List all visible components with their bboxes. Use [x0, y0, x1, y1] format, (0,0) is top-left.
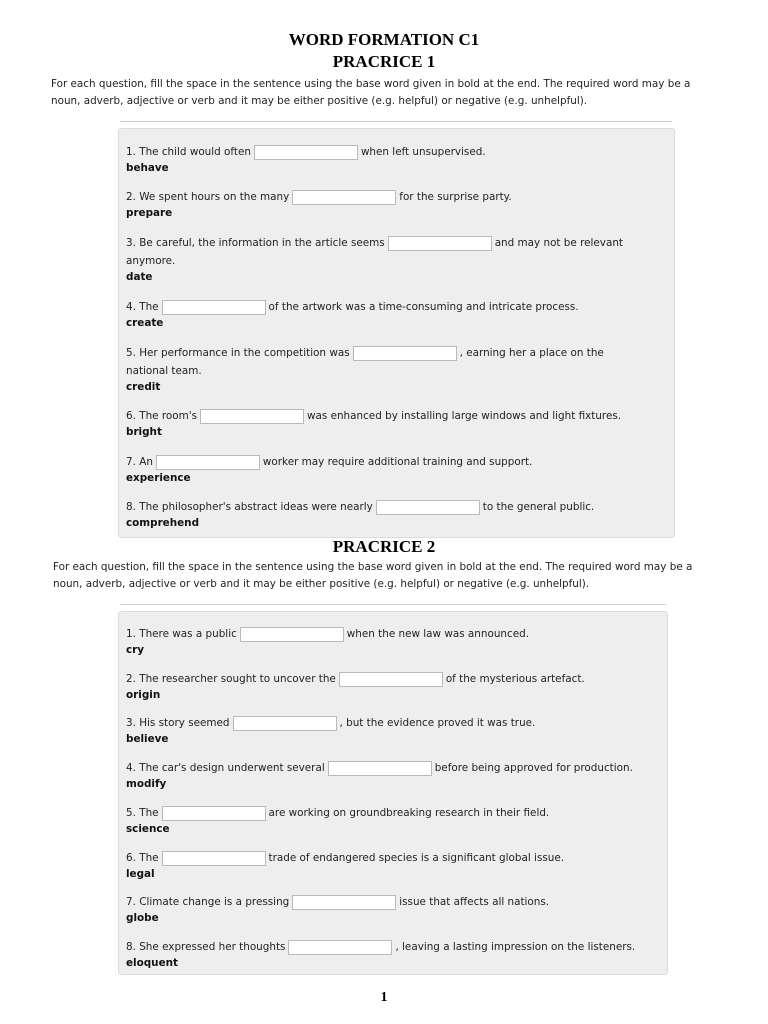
- base-word: science: [126, 823, 170, 835]
- p1-question-8: [126, 498, 594, 531]
- base-word: eloquent: [126, 957, 178, 969]
- question-text: , leaving a lasting impression on the listeners.: [395, 941, 636, 953]
- p2-question-6: [126, 849, 564, 882]
- question-text: 1. There was a public: [126, 628, 237, 640]
- question-text: when the new law was announced.: [346, 628, 530, 640]
- question-text: to the general public.: [482, 501, 595, 513]
- page-number: 1: [380, 990, 388, 1005]
- base-word: modify: [126, 778, 167, 790]
- instructions-line1: For each question, fill the space in the sentence using the base word given in bold at the end. The required word may be a: [53, 561, 693, 573]
- question-text: and may not be relevant: [494, 237, 623, 249]
- answer-input[interactable]: [254, 145, 358, 160]
- practice2-heading: PRACRICE 2: [332, 537, 436, 556]
- question-text: 6. The: [126, 852, 159, 864]
- question-text: before being approved for production.: [434, 762, 633, 774]
- p1-question-2: [126, 188, 512, 221]
- document-title: WORD FORMATION C1: [288, 30, 480, 49]
- question-text: 8. She expressed her thoughts: [126, 941, 286, 953]
- answer-input[interactable]: [288, 940, 392, 955]
- answer-input[interactable]: [388, 236, 492, 251]
- base-word: globe: [126, 912, 159, 924]
- question-text: 3. Be careful, the information in the article seems: [126, 237, 385, 249]
- divider: [120, 604, 666, 605]
- answer-input[interactable]: [200, 409, 304, 424]
- p1-question-5: [126, 344, 604, 395]
- base-word: behave: [126, 162, 169, 174]
- question-text: trade of endangered species is a significant global issue.: [268, 852, 565, 864]
- base-word: legal: [126, 868, 155, 880]
- p2-question-5: [126, 804, 549, 837]
- base-word: create: [126, 317, 164, 329]
- question-text-continued: national team.: [126, 365, 202, 377]
- question-text-continued: anymore.: [126, 255, 176, 267]
- instructions-line1: For each question, fill the space in the sentence using the base word given in bold at the end. The required word may be a: [51, 78, 691, 90]
- question-text: 2. We spent hours on the many: [126, 191, 290, 203]
- question-text: 7. An: [126, 456, 153, 468]
- question-text: of the mysterious artefact.: [445, 673, 585, 685]
- answer-input[interactable]: [339, 672, 443, 687]
- instructions-line2: noun, adverb, adjective or verb and it may be either positive (e.g. helpful) or negative (e.g. unhelpful).: [51, 95, 588, 107]
- base-word: date: [126, 271, 153, 283]
- p1-question-7: [126, 453, 532, 486]
- answer-input[interactable]: [353, 346, 457, 361]
- practice1-panel: [118, 128, 675, 538]
- base-word: origin: [126, 689, 161, 701]
- base-word: bright: [126, 426, 162, 438]
- base-word: experience: [126, 472, 191, 484]
- base-word: believe: [126, 733, 169, 745]
- divider: [120, 121, 672, 122]
- question-text: 5. The: [126, 807, 159, 819]
- question-text: 1. The child would often: [126, 146, 251, 158]
- answer-input[interactable]: [162, 851, 266, 866]
- question-text: 4. The: [126, 301, 159, 313]
- question-text: 4. The car's design underwent several: [126, 762, 325, 774]
- question-text: for the surprise party.: [399, 191, 512, 203]
- answer-input[interactable]: [156, 455, 260, 470]
- instructions-line2: noun, adverb, adjective or verb and it may be either positive (e.g. helpful) or negative (e.g. unhelpful).: [53, 578, 590, 590]
- answer-input[interactable]: [292, 895, 396, 910]
- question-text: 3. His story seemed: [126, 717, 230, 729]
- p2-question-1: [126, 625, 529, 658]
- practice2-panel: [118, 611, 668, 975]
- question-text: , but the evidence proved it was true.: [339, 717, 536, 729]
- p1-question-1: [126, 143, 486, 176]
- base-word: credit: [126, 381, 161, 393]
- question-text: , earning her a place on the: [459, 347, 604, 359]
- question-text: 7. Climate change is a pressing: [126, 896, 290, 908]
- question-text: 5. Her performance in the competition was: [126, 347, 350, 359]
- p1-question-4: [126, 298, 579, 331]
- question-text: worker may require additional training and support.: [262, 456, 533, 468]
- answer-input[interactable]: [162, 300, 266, 315]
- question-text: was enhanced by installing large windows and light fixtures.: [307, 410, 622, 422]
- p2-question-7: [126, 893, 549, 926]
- question-text: 2. The researcher sought to uncover the: [126, 673, 336, 685]
- p1-question-6: [126, 407, 621, 440]
- p2-question-8: [126, 938, 635, 971]
- answer-input[interactable]: [233, 716, 337, 731]
- answer-input[interactable]: [240, 627, 344, 642]
- p2-question-4: [126, 759, 633, 792]
- answer-input[interactable]: [162, 806, 266, 821]
- p1-question-3: [126, 234, 623, 285]
- p2-question-3: [126, 714, 535, 747]
- question-text: when left unsupervised.: [360, 146, 486, 158]
- answer-input[interactable]: [292, 190, 396, 205]
- question-text: 8. The philosopher's abstract ideas were nearly: [126, 501, 373, 513]
- question-text: 6. The room's: [126, 410, 197, 422]
- base-word: comprehend: [126, 517, 200, 529]
- base-word: cry: [126, 644, 145, 656]
- question-text: of the artwork was a time-consuming and intricate process.: [268, 301, 579, 313]
- practice1-heading: PRACRICE 1: [332, 52, 436, 71]
- practice1-instructions: [51, 76, 690, 110]
- base-word: prepare: [126, 207, 173, 219]
- answer-input[interactable]: [376, 500, 480, 515]
- question-text: are working on groundbreaking research in their field.: [268, 807, 550, 819]
- p2-question-2: [126, 670, 585, 703]
- practice2-instructions: [53, 559, 692, 593]
- answer-input[interactable]: [328, 761, 432, 776]
- question-text: issue that affects all nations.: [399, 896, 550, 908]
